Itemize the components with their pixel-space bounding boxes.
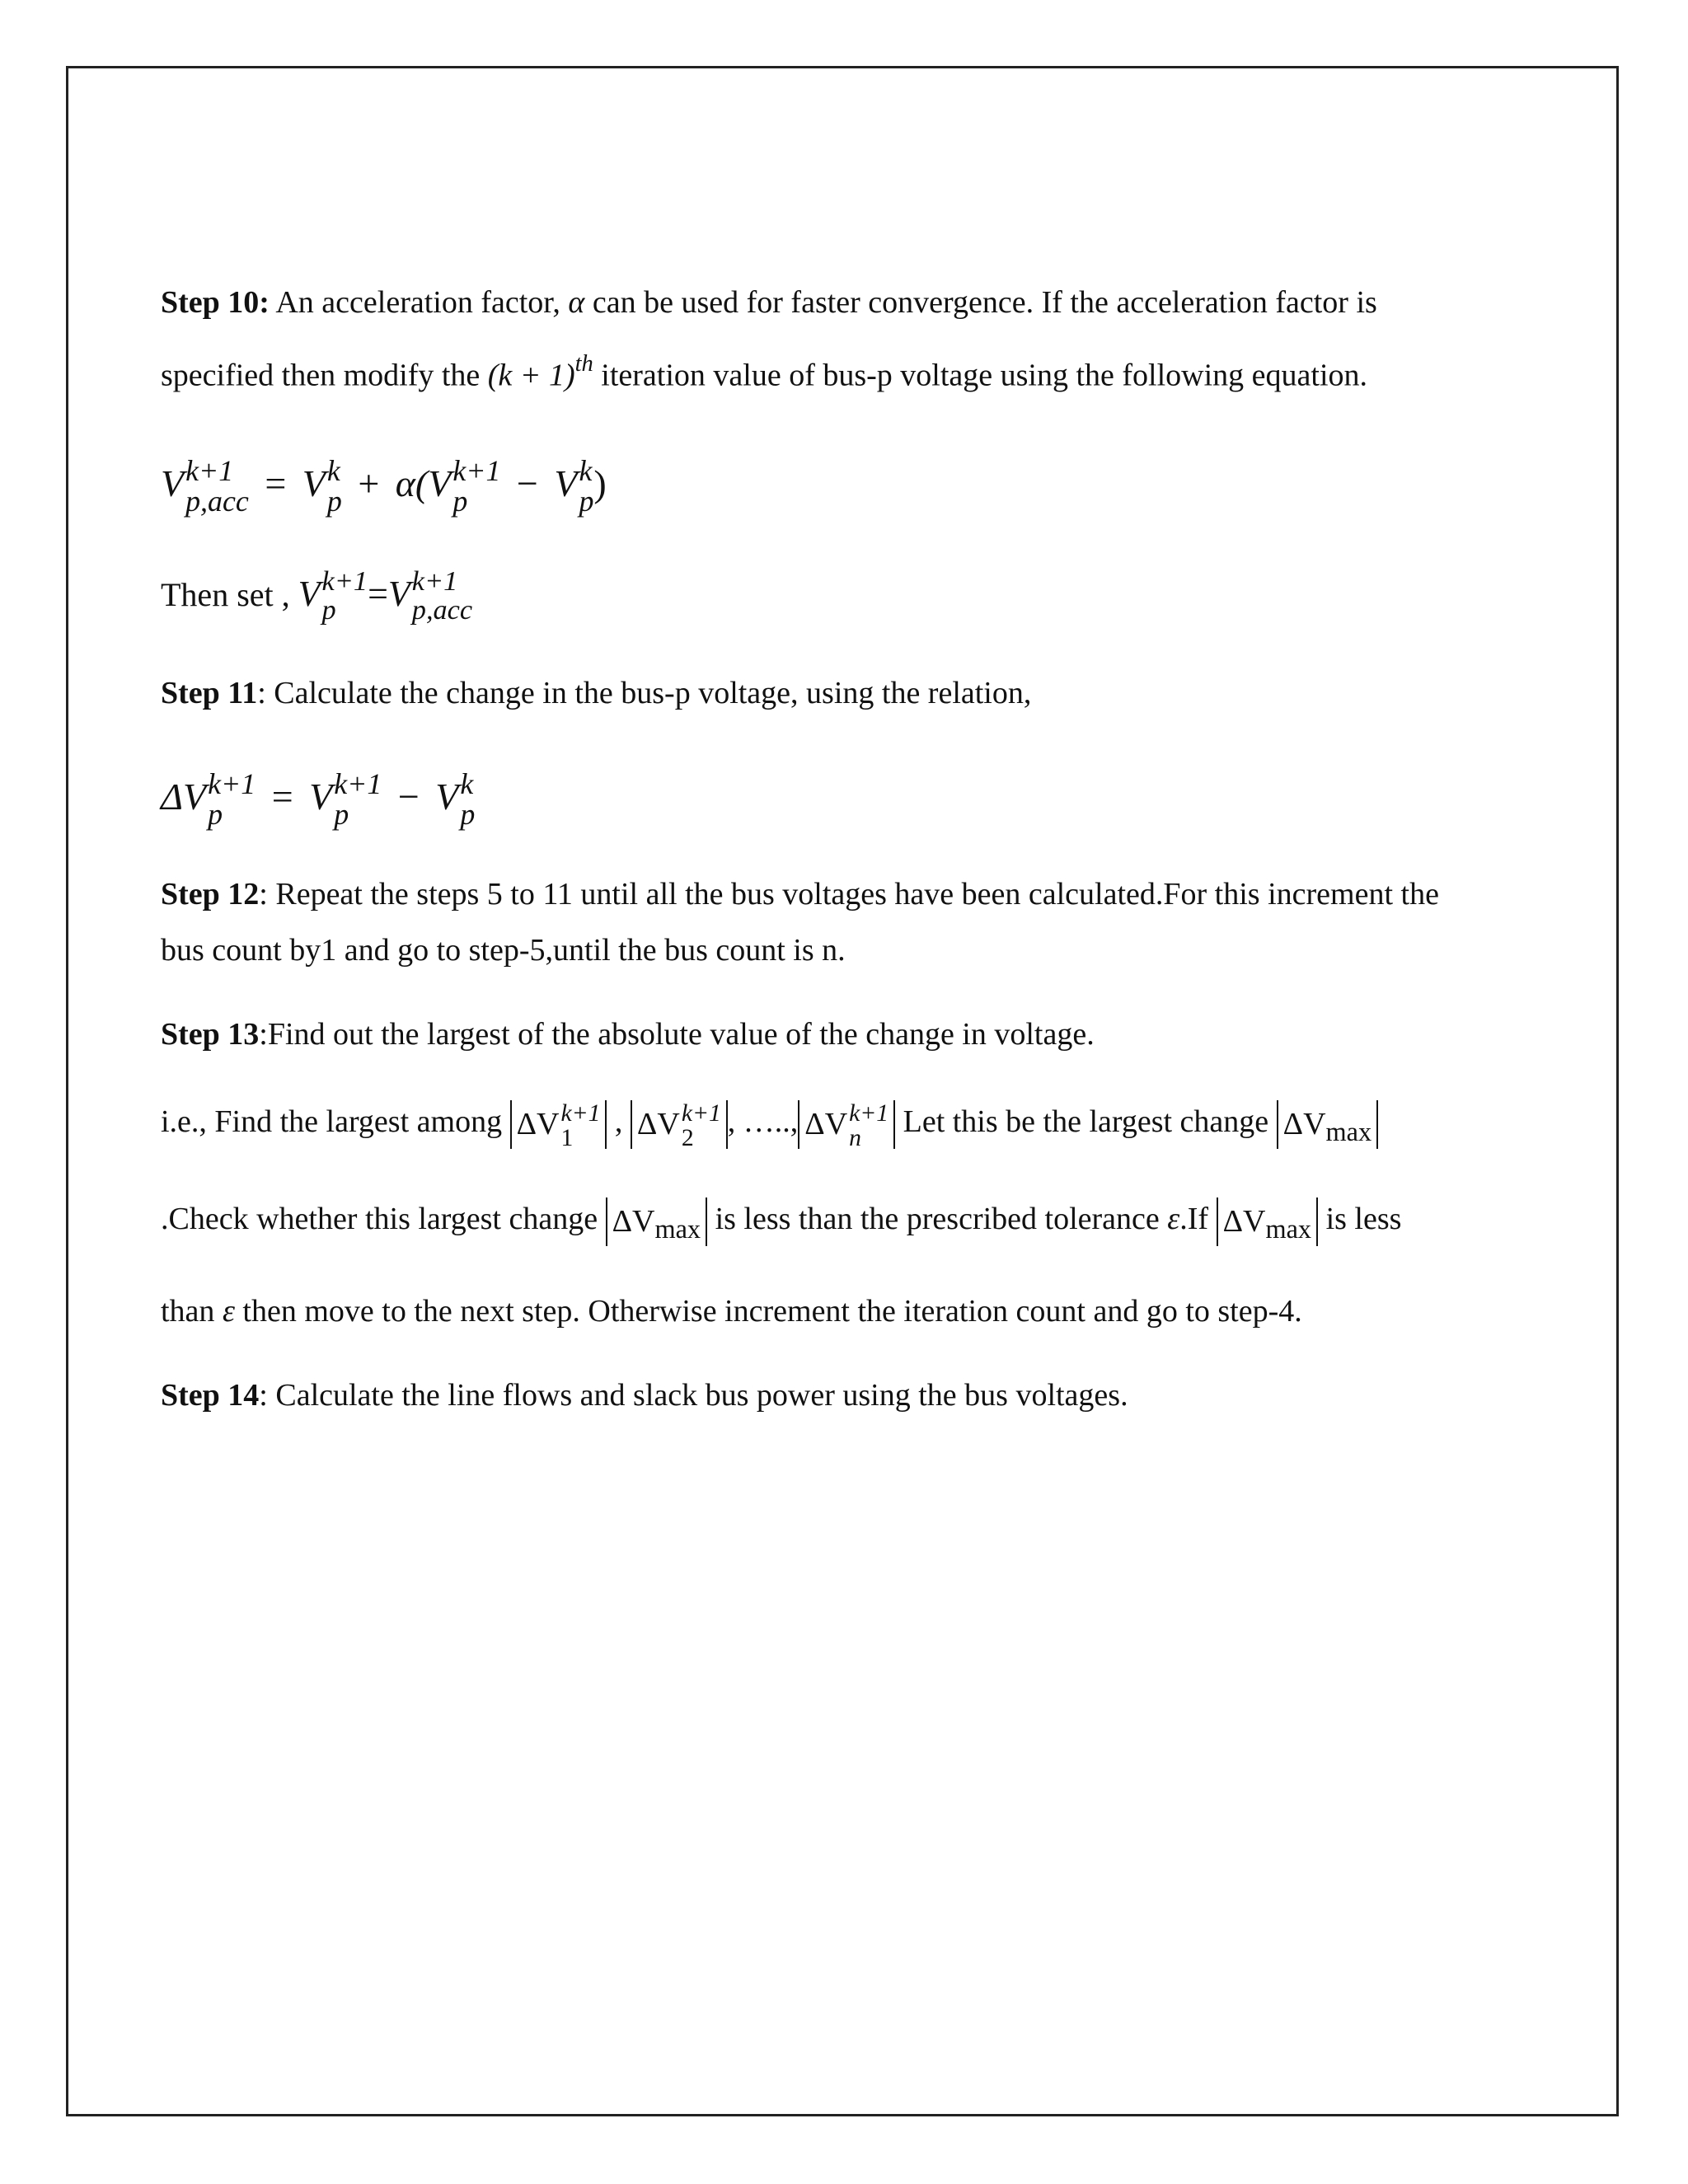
step10-line2-a: specified then modify the	[161, 358, 481, 393]
dots: , …..,	[727, 1104, 799, 1140]
eq2-lhs-sub: p	[208, 797, 223, 831]
less-text: is less than the prescribed tolerance	[715, 1202, 1160, 1237]
dv1: ΔV	[516, 1107, 560, 1141]
then-set-rhs-sup: k+1	[411, 565, 458, 598]
eq1-lhs: V	[161, 462, 185, 505]
then-set-equals: =	[368, 574, 388, 615]
step10-text-b: can be used for faster convergence. If the acceleration factor is	[592, 285, 1377, 320]
alpha-symbol: α	[568, 285, 585, 320]
eq2-lhs: ΔV	[161, 776, 207, 818]
step11-label: Step 11	[161, 676, 258, 710]
abs-dv2	[631, 1100, 728, 1149]
eq1-t1-sub: p	[326, 484, 342, 518]
ie-text: i.e., Find the largest among	[161, 1104, 503, 1140]
eq2-t2-sub: p	[460, 797, 476, 831]
epsilon-symbol-2: ε	[222, 1294, 235, 1329]
eq2-t1-sup: k+1	[334, 767, 382, 801]
then-set-v-sub: p	[321, 594, 336, 626]
th-superscript: th	[574, 350, 593, 377]
step13-text: :Find out the largest of the absolute value of the change in voltage.	[259, 1017, 1095, 1052]
then-set-text: Then set ,	[161, 576, 290, 614]
eq1-equals: =	[265, 462, 287, 505]
then-text: then move to the next step. Otherwise increment the iteration count and go to step-4.	[242, 1294, 1302, 1329]
step12-text: : Repeat the steps 5 to 11 until all the bus voltages have been calculated.For this increment the	[259, 877, 1439, 912]
max-sub-2: max	[654, 1214, 701, 1244]
dvmax-1: ΔV	[1282, 1107, 1326, 1141]
is-less-text: is less	[1325, 1202, 1402, 1237]
comma1: ,	[614, 1104, 623, 1140]
let-text: Let this be the largest change	[903, 1104, 1269, 1140]
max-sub-3: max	[1265, 1214, 1312, 1244]
delta-v-equation	[161, 767, 476, 831]
eq1-lhs-sub: p,acc	[185, 484, 249, 518]
eq2-equals: =	[271, 776, 293, 818]
acceleration-equation	[161, 454, 607, 518]
eq1-lhs-sup: k+1	[185, 454, 234, 488]
step13-than-line	[161, 1296, 1302, 1327]
eq2-t1: V	[309, 776, 333, 818]
eq2-minus: −	[397, 776, 420, 818]
step13-ie-line	[161, 1100, 1378, 1149]
step14-text: : Calculate the line flows and slack bus power using the bus voltages.	[259, 1378, 1128, 1413]
eq1-minus: −	[516, 462, 538, 505]
dv2-sub: 2	[681, 1124, 694, 1151]
eq1-plus: +	[358, 462, 380, 505]
eq1-alpha-paren: α(V	[395, 462, 452, 505]
eq1-t2-sub: p	[452, 484, 468, 518]
eq2-t1-sub: p	[334, 797, 349, 831]
eq2-t2-sup: k	[460, 767, 474, 801]
check-text: .Check whether this largest change	[161, 1202, 598, 1237]
step13-line1	[161, 1019, 1095, 1050]
than-text: than	[161, 1294, 215, 1329]
abs-dv1	[510, 1100, 607, 1149]
abs-dvn	[798, 1100, 895, 1149]
step10-line1	[161, 287, 1377, 318]
step14-label: Step 14	[161, 1378, 260, 1413]
eq1-t1: V	[302, 462, 326, 505]
dvn-sub: n	[849, 1124, 861, 1151]
step10-line2	[161, 350, 1368, 393]
then-set-v: V	[298, 574, 321, 615]
dvn-sup: k+1	[849, 1099, 889, 1127]
then-set-rhs-sub: p,acc	[411, 594, 473, 626]
eq1-t1-sup: k	[326, 454, 340, 488]
step14-line	[161, 1380, 1128, 1411]
step11-text: : Calculate the change in the bus-p voltage, using the relation,	[257, 676, 1032, 710]
step12-line1	[161, 879, 1439, 910]
eq2-lhs-sup: k+1	[208, 767, 256, 801]
eq1-t3-sup: k	[579, 454, 593, 488]
eq1-close: )	[593, 462, 607, 505]
dv1-sup: k+1	[560, 1099, 601, 1127]
epsilon-symbol: ε	[1167, 1202, 1180, 1237]
step12-line2: bus count by1 and go to step-5,until the bus count is n.	[161, 933, 846, 968]
k-plus-1: (k + 1)	[487, 358, 575, 393]
max-sub-1: max	[1325, 1117, 1372, 1147]
step13-label: Step 13	[161, 1017, 260, 1052]
dv2: ΔV	[636, 1107, 680, 1141]
eq1-t2-sup: k+1	[452, 454, 501, 488]
step10-label: Step 10:	[161, 285, 270, 320]
if-text: .If	[1179, 1202, 1209, 1237]
dv1-sub: 1	[560, 1124, 574, 1151]
abs-dvmax-2	[606, 1197, 708, 1246]
then-set-rhs: V	[387, 574, 410, 615]
step10-text-a: An acceleration factor,	[275, 285, 560, 320]
step10-line2-b: iteration value of bus-p voltage using the following equation.	[601, 358, 1368, 393]
dvmax-3: ΔV	[1222, 1204, 1266, 1239]
eq2-t2: V	[435, 776, 459, 818]
dvn: ΔV	[804, 1107, 848, 1141]
eq1-t3: V	[554, 462, 578, 505]
dvmax-2: ΔV	[612, 1204, 655, 1239]
abs-dvmax-3	[1217, 1197, 1319, 1246]
eq1-t3-sub: p	[579, 484, 594, 518]
step13-check-line	[161, 1197, 1401, 1246]
then-set-v-sup: k+1	[321, 565, 368, 598]
step12-label: Step 12	[161, 877, 260, 912]
then-set-line	[161, 565, 473, 626]
dv2-sup: k+1	[681, 1099, 721, 1127]
step11-line	[161, 677, 1031, 709]
abs-dvmax-1	[1277, 1100, 1379, 1149]
